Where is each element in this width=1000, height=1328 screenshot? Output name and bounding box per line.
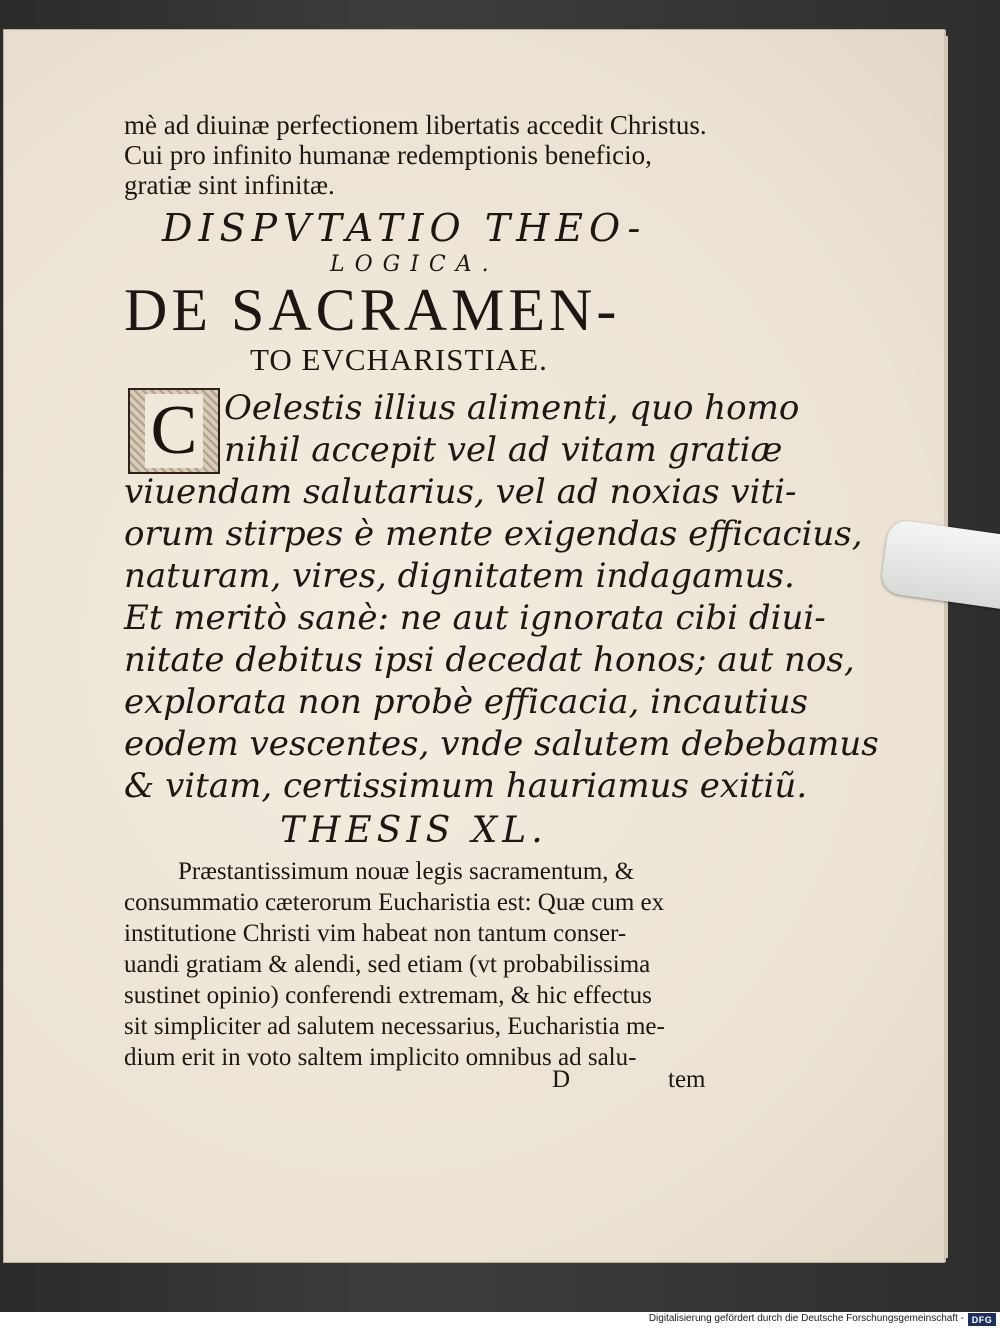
disputation-heading-line2: LOGICA. (330, 252, 499, 277)
thesis-line-4: uandi gratiam & alendi, sed etiam (vt probabilissima (124, 951, 651, 978)
signature-mark: D (552, 1066, 571, 1093)
catchword: tem (668, 1066, 706, 1093)
intro-line-2: nihil accepit vel ad vitam gratiæ (224, 430, 783, 470)
thesis-line-6: sit simpliciter ad salutem necessarius, Eucharistia me- (124, 1013, 665, 1040)
thesis-line-7: dium erit in voto saltem implicito omnibus ad salu- (124, 1044, 637, 1071)
top-line-3: gratiæ sint infinitæ. (124, 170, 335, 200)
title-line1: DE SACRAMEN- (124, 277, 621, 343)
initial-letter: C (145, 394, 204, 468)
intro-line-9: eodem vescentes, vnde salutem debebamus (124, 724, 879, 764)
thesis-line-1: Præstantissimum nouæ legis sacramentum, & (178, 858, 635, 885)
footer-credit: Digitalisierung gefördert durch die Deutsche Forschungsgemeinschaft - (648, 1313, 964, 1324)
dfg-logo-icon: DFG (968, 1313, 996, 1326)
intro-line-1: Oelestis illius alimenti, quo homo (224, 388, 800, 428)
thesis-paragraph (0, 858, 1000, 1078)
top-line-2: Cui pro infinito humanæ redemptionis beneficio, (124, 140, 652, 170)
top-line-1: mè ad diuinæ perfectionem libertatis accedit Christus. (124, 110, 707, 140)
thesis-label: THESIS XL. (280, 810, 548, 851)
intro-line-6: Et meritò sanè: ne aut ignorata cibi diui- (124, 598, 826, 638)
thesis-line-5: sustinet opinio) conferendi extremam, & hic effectus (124, 982, 652, 1009)
intro-line-7: nitate debitus ipsi decedat honos; aut nos, (124, 640, 855, 680)
intro-line-8: explorata non probè efficacia, incautius (124, 682, 808, 722)
intro-line-10: & vitam, certissimum hauriamus exitiũ. (124, 766, 808, 806)
title-line2: TO EVCHARISTIAE. (250, 342, 548, 377)
disputation-heading-line1: DISPVTATIO THEO- (162, 206, 647, 250)
footer-bar (0, 1312, 1000, 1328)
intro-line-4: orum stirpes è mente exigendas efficacius, (124, 514, 863, 554)
thesis-line-2: consummatio cæterorum Eucharistia est: Quæ cum ex (124, 889, 665, 916)
thesis-line-3: institutione Christi vim habeat non tantum conser- (124, 920, 627, 947)
intro-line-3: viuendam salutarius, vel ad noxias viti- (124, 472, 797, 512)
intro-paragraph (0, 388, 1000, 818)
intro-line-5: naturam, vires, dignitatem indagamus. (124, 556, 795, 596)
